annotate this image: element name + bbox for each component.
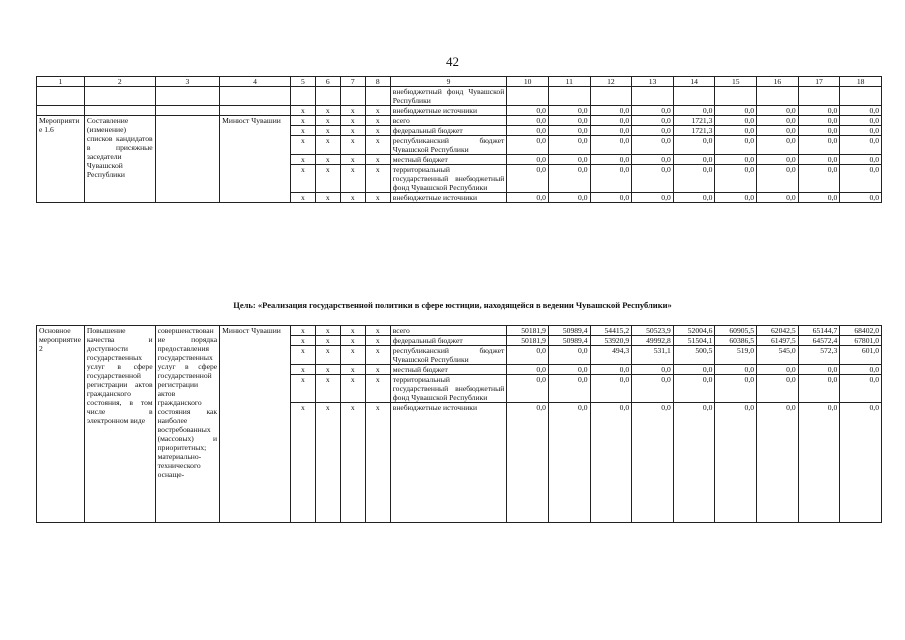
x-mark-cell: x (290, 136, 315, 155)
funding-source: внебюджетные источники (390, 403, 507, 523)
x-mark-cell: x (290, 403, 315, 523)
value-cell: 0,0 (840, 375, 882, 403)
x-mark-cell: x (290, 155, 315, 165)
table-row (37, 87, 882, 106)
x-mark-cell: x (365, 165, 390, 193)
x-mark-cell: x (340, 403, 365, 523)
x-mark-cell: x (340, 365, 365, 375)
column-number: 4 (220, 77, 291, 87)
value-cell: 0,0 (840, 403, 882, 523)
value-cell: 0,0 (798, 155, 840, 165)
executor: Минюст Чувашии (220, 326, 291, 523)
empty-cell (220, 106, 291, 116)
column-number: 8 (365, 77, 390, 87)
x-mark-cell (315, 87, 340, 106)
x-mark-cell: x (315, 126, 340, 136)
value-cell: 0,0 (548, 346, 590, 365)
value-cell: 0,0 (798, 136, 840, 155)
value-cell: 0,0 (507, 116, 549, 126)
value-cell (548, 87, 590, 106)
value-cell: 0,0 (507, 136, 549, 155)
column-number: 18 (840, 77, 882, 87)
column-number: 1 (37, 77, 85, 87)
value-cell: 0,0 (840, 193, 882, 203)
value-cell: 0,0 (757, 193, 799, 203)
value-cell: 0,0 (507, 193, 549, 203)
value-cell: 0,0 (798, 165, 840, 193)
value-cell (673, 87, 715, 106)
column-number: 17 (798, 77, 840, 87)
x-mark-cell: x (315, 336, 340, 346)
column-number: 6 (315, 77, 340, 87)
x-mark-cell (340, 87, 365, 106)
funding-source: всего (390, 116, 507, 126)
value-cell: 0,0 (840, 106, 882, 116)
value-cell: 0,0 (673, 365, 715, 375)
value-cell: 0,0 (757, 136, 799, 155)
value-cell: 0,0 (507, 155, 549, 165)
x-mark-cell: x (315, 116, 340, 126)
value-cell: 0,0 (840, 365, 882, 375)
value-cell: 0,0 (507, 346, 549, 365)
value-cell: 0,0 (590, 126, 632, 136)
x-mark-cell: x (315, 136, 340, 155)
x-mark-cell: x (365, 193, 390, 203)
value-cell (715, 87, 757, 106)
value-cell: 0,0 (840, 165, 882, 193)
funding-source: республиканский бюджет Чувашской Республики (390, 346, 507, 365)
x-mark-cell: x (340, 126, 365, 136)
value-cell: 0,0 (673, 155, 715, 165)
value-cell: 0,0 (798, 126, 840, 136)
x-mark-cell: x (365, 126, 390, 136)
budget-table-top (36, 76, 882, 203)
value-cell: 0,0 (548, 116, 590, 126)
value-cell (632, 87, 674, 106)
value-cell: 0,0 (507, 403, 549, 523)
value-cell: 572,3 (798, 346, 840, 365)
value-cell: 0,0 (590, 155, 632, 165)
value-cell: 0,0 (590, 116, 632, 126)
value-cell: 0,0 (632, 116, 674, 126)
empty-cell (155, 116, 220, 203)
value-cell: 0,0 (507, 126, 549, 136)
funding-source: внебюджетный фонд Чувашской Республики (390, 87, 507, 106)
value-cell: 0,0 (715, 375, 757, 403)
column-number: 11 (548, 77, 590, 87)
funding-source: местный бюджет (390, 365, 507, 375)
value-cell: 0,0 (798, 193, 840, 203)
x-mark-cell: x (365, 346, 390, 365)
value-cell: 1721,3 (673, 126, 715, 136)
value-cell: 494,3 (590, 346, 632, 365)
x-mark-cell (365, 87, 390, 106)
value-cell: 0,0 (632, 106, 674, 116)
event-label: Мероприятие 1.6 (37, 116, 85, 203)
value-cell: 0,0 (757, 165, 799, 193)
empty-cell (37, 87, 85, 106)
x-mark-cell: x (365, 106, 390, 116)
value-cell: 0,0 (548, 126, 590, 136)
column-number: 16 (757, 77, 799, 87)
value-cell: 50989,4 (548, 336, 590, 346)
funding-source: внебюджетные источники (390, 193, 507, 203)
value-cell: 52004,6 (673, 326, 715, 336)
value-cell: 0,0 (715, 403, 757, 523)
value-cell: 68402,0 (840, 326, 882, 336)
value-cell: 0,0 (673, 165, 715, 193)
value-cell: 0,0 (632, 136, 674, 155)
value-cell: 0,0 (590, 365, 632, 375)
value-cell: 61497,5 (757, 336, 799, 346)
value-cell: 0,0 (757, 126, 799, 136)
value-cell: 0,0 (590, 403, 632, 523)
x-mark-cell: x (290, 375, 315, 403)
executor: Минюст Чувашии (220, 116, 291, 203)
x-mark-cell: x (290, 326, 315, 336)
value-cell: 60386,5 (715, 336, 757, 346)
value-cell: 0,0 (715, 126, 757, 136)
x-mark-cell: x (365, 403, 390, 523)
value-cell: 67801,0 (840, 336, 882, 346)
value-cell: 0,0 (757, 116, 799, 126)
value-cell: 0,0 (590, 106, 632, 116)
value-cell: 0,0 (632, 403, 674, 523)
x-mark-cell: x (290, 346, 315, 365)
value-cell: 0,0 (715, 106, 757, 116)
funding-source: федеральный бюджет (390, 126, 507, 136)
x-mark-cell: x (365, 365, 390, 375)
x-mark-cell: x (290, 106, 315, 116)
value-cell: 0,0 (507, 106, 549, 116)
value-cell: 0,0 (757, 375, 799, 403)
value-cell: 0,0 (840, 126, 882, 136)
column-number: 7 (340, 77, 365, 87)
value-cell: 0,0 (632, 126, 674, 136)
event-name: Повышение качества и доступности государственных услуг в сфере государственной регистрации актов гражданского состояния, в том числе в электронном виде (84, 326, 155, 523)
value-cell: 0,0 (548, 136, 590, 155)
x-mark-cell: x (315, 365, 340, 375)
value-cell: 0,0 (840, 116, 882, 126)
x-mark-cell: x (340, 155, 365, 165)
column-number: 13 (632, 77, 674, 87)
value-cell: 0,0 (673, 375, 715, 403)
value-cell: 0,0 (548, 365, 590, 375)
value-cell: 0,0 (632, 365, 674, 375)
value-cell: 64572,4 (798, 336, 840, 346)
value-cell: 0,0 (548, 165, 590, 193)
value-cell: 0,0 (548, 106, 590, 116)
value-cell: 51504,1 (673, 336, 715, 346)
x-mark-cell: x (315, 375, 340, 403)
value-cell: 0,0 (548, 155, 590, 165)
value-cell: 0,0 (840, 155, 882, 165)
value-cell: 0,0 (798, 106, 840, 116)
x-mark-cell: x (365, 336, 390, 346)
event-name: Составление (изменение) списков кандидатов в присяжные заседатели Чувашской Республики (84, 116, 155, 203)
budget-table-bottom (36, 325, 882, 523)
empty-cell (84, 87, 155, 106)
value-cell: 0,0 (798, 365, 840, 375)
value-cell: 0,0 (757, 365, 799, 375)
value-cell: 0,0 (757, 155, 799, 165)
value-cell: 0,0 (673, 193, 715, 203)
value-cell: 0,0 (715, 116, 757, 126)
x-mark-cell: x (290, 365, 315, 375)
value-cell: 0,0 (507, 365, 549, 375)
value-cell: 0,0 (507, 165, 549, 193)
value-cell: 0,0 (840, 136, 882, 155)
column-number: 2 (84, 77, 155, 87)
value-cell: 500,5 (673, 346, 715, 365)
value-cell: 0,0 (548, 193, 590, 203)
x-mark-cell: x (315, 193, 340, 203)
value-cell: 0,0 (673, 403, 715, 523)
x-mark-cell: x (340, 326, 365, 336)
value-cell: 0,0 (757, 106, 799, 116)
value-cell: 545,0 (757, 346, 799, 365)
value-cell: 50181,9 (507, 326, 549, 336)
x-mark-cell: x (340, 375, 365, 403)
x-mark-cell: x (365, 116, 390, 126)
value-cell: 0,0 (632, 375, 674, 403)
x-mark-cell: x (340, 136, 365, 155)
x-mark-cell: x (290, 116, 315, 126)
x-mark-cell: x (290, 336, 315, 346)
value-cell: 0,0 (632, 165, 674, 193)
x-mark-cell: x (290, 165, 315, 193)
value-cell (590, 87, 632, 106)
column-number: 9 (390, 77, 507, 87)
funding-source: республиканский бюджет Чувашской Республики (390, 136, 507, 155)
funding-source: территориальный государственный внебюджетный фонд Чувашской Республики (390, 375, 507, 403)
goal-heading: Цель: «Реализация государственной политики в сфере юстиции, находящейся в ведении Чувашской Республики» (233, 300, 672, 310)
x-mark-cell: x (315, 106, 340, 116)
header-row (37, 77, 882, 87)
x-mark-cell: x (290, 126, 315, 136)
x-mark-cell: x (340, 116, 365, 126)
value-cell: 0,0 (548, 403, 590, 523)
funding-source: территориальный государственный внебюджетный фонд Чувашской Республики (390, 165, 507, 193)
x-mark-cell: x (315, 165, 340, 193)
value-cell: 54415,2 (590, 326, 632, 336)
value-cell: 0,0 (632, 193, 674, 203)
value-cell: 0,0 (715, 136, 757, 155)
x-mark-cell: x (365, 136, 390, 155)
value-cell: 50523,9 (632, 326, 674, 336)
value-cell: 62042,5 (757, 326, 799, 336)
empty-cell (220, 87, 291, 106)
x-mark-cell: x (315, 326, 340, 336)
funding-source: федеральный бюджет (390, 336, 507, 346)
x-mark-cell: x (365, 155, 390, 165)
x-mark-cell: x (365, 375, 390, 403)
x-mark-cell: x (340, 165, 365, 193)
value-cell: 0,0 (632, 155, 674, 165)
value-cell: 531,1 (632, 346, 674, 365)
value-cell (840, 87, 882, 106)
event-purpose: совершенствование порядка предоставления государственных услуг в сфере государственной регистрации актов гражданского состояния как наиболее востребованных (массовых) и приоритетных; материально-технического оснаще- (155, 326, 220, 523)
x-mark-cell: x (315, 346, 340, 365)
empty-cell (155, 106, 220, 116)
column-number: 15 (715, 77, 757, 87)
value-cell: 49992,8 (632, 336, 674, 346)
page-number: 42 (446, 54, 459, 69)
value-cell: 50989,4 (548, 326, 590, 336)
column-number: 5 (290, 77, 315, 87)
value-cell: 0,0 (590, 193, 632, 203)
value-cell: 0,0 (715, 165, 757, 193)
empty-cell (84, 106, 155, 116)
value-cell (757, 87, 799, 106)
value-cell: 53920,9 (590, 336, 632, 346)
funding-source: всего (390, 326, 507, 336)
funding-source: внебюджетные источники (390, 106, 507, 116)
empty-cell (37, 106, 85, 116)
column-number: 3 (155, 77, 220, 87)
value-cell: 0,0 (548, 375, 590, 403)
value-cell (798, 87, 840, 106)
value-cell: 50181,9 (507, 336, 549, 346)
x-mark-cell: x (315, 403, 340, 523)
value-cell: 0,0 (798, 375, 840, 403)
value-cell: 0,0 (798, 403, 840, 523)
x-mark-cell: x (340, 106, 365, 116)
x-mark-cell: x (365, 326, 390, 336)
value-cell: 0,0 (590, 136, 632, 155)
table-row (37, 326, 882, 336)
x-mark-cell (290, 87, 315, 106)
value-cell: 65144,7 (798, 326, 840, 336)
x-mark-cell: x (340, 193, 365, 203)
x-mark-cell: x (290, 193, 315, 203)
value-cell: 0,0 (715, 365, 757, 375)
column-number: 12 (590, 77, 632, 87)
table-row (37, 106, 882, 116)
x-mark-cell: x (315, 155, 340, 165)
value-cell: 60905,5 (715, 326, 757, 336)
value-cell (507, 87, 549, 106)
x-mark-cell: x (340, 346, 365, 365)
value-cell: 0,0 (757, 403, 799, 523)
value-cell: 1721,3 (673, 116, 715, 126)
event-label: Основное мероприятие 2 (37, 326, 85, 523)
empty-cell (155, 87, 220, 106)
column-number: 14 (673, 77, 715, 87)
value-cell: 0,0 (715, 155, 757, 165)
value-cell: 0,0 (673, 106, 715, 116)
column-number: 10 (507, 77, 549, 87)
value-cell: 0,0 (590, 375, 632, 403)
value-cell: 0,0 (715, 193, 757, 203)
value-cell: 601,0 (840, 346, 882, 365)
value-cell: 0,0 (590, 165, 632, 193)
table-row (37, 116, 882, 126)
value-cell: 0,0 (798, 116, 840, 126)
value-cell: 519,0 (715, 346, 757, 365)
funding-source: местный бюджет (390, 155, 507, 165)
x-mark-cell: x (340, 336, 365, 346)
value-cell: 0,0 (507, 375, 549, 403)
value-cell: 0,0 (673, 136, 715, 155)
